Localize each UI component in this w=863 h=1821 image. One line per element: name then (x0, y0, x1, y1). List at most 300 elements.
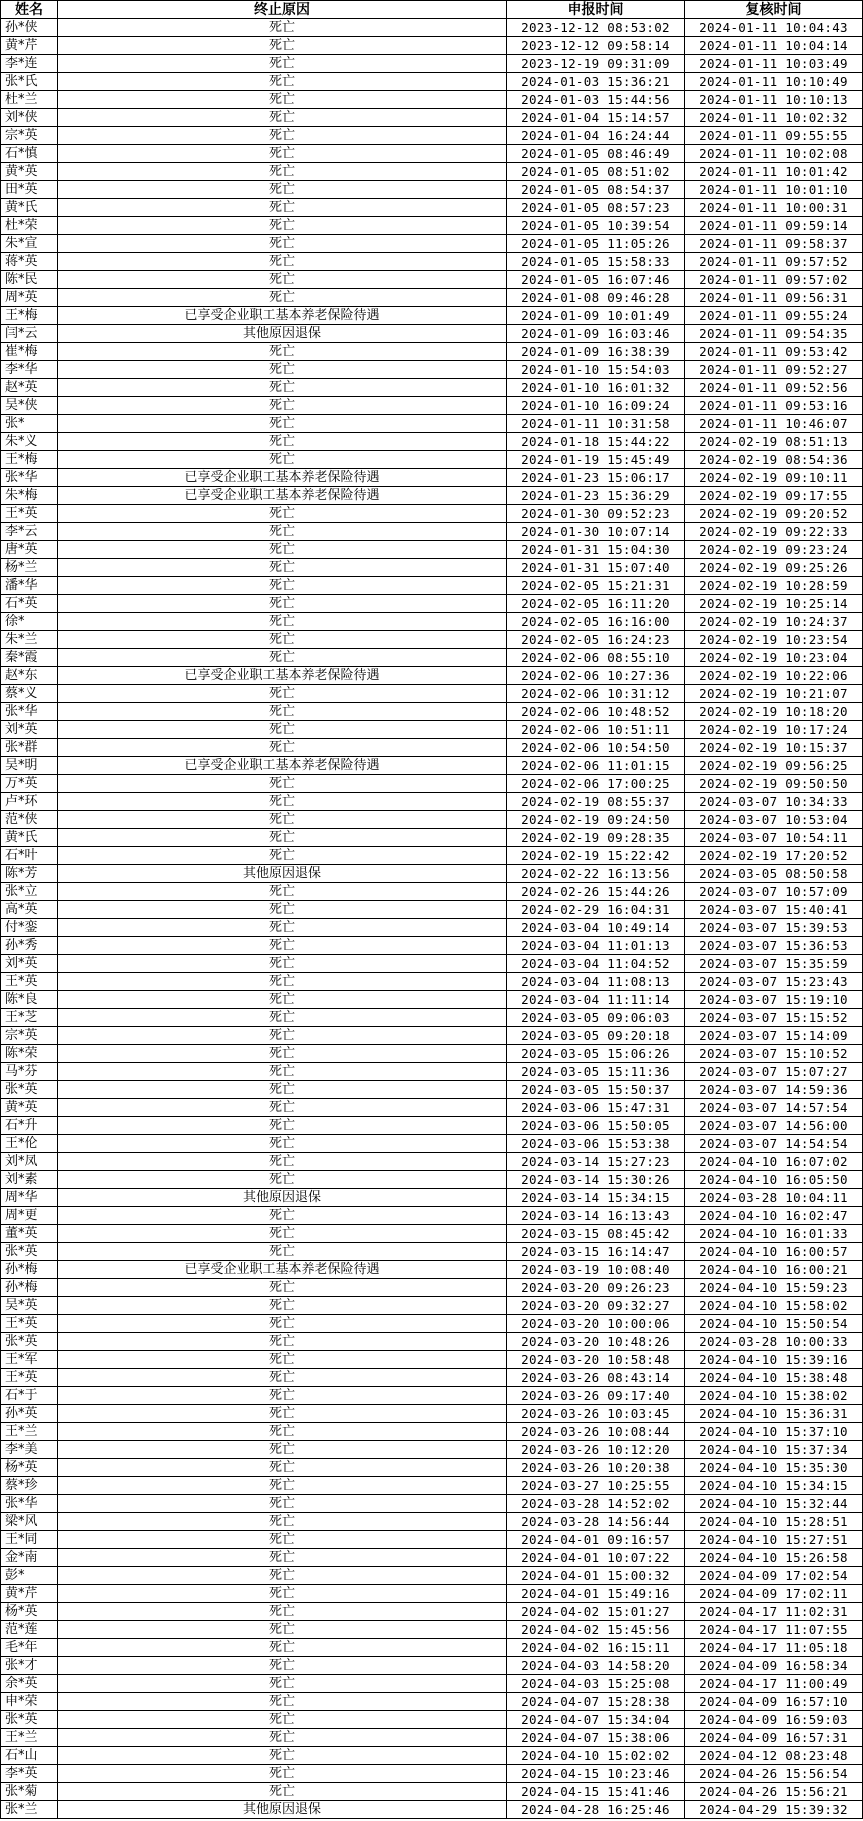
review-time-cell: 2024-01-11 10:01:10 (685, 181, 863, 199)
table-row[interactable] (1, 703, 863, 721)
table-row[interactable] (1, 1423, 863, 1441)
reason-cell: 死亡 (58, 847, 507, 865)
review-time-cell: 2024-02-19 09:20:52 (685, 505, 863, 523)
reason-cell: 死亡 (58, 181, 507, 199)
report-time-cell: 2024-03-20 10:58:48 (507, 1351, 685, 1369)
table-row[interactable] (1, 1207, 863, 1225)
review-time-cell: 2024-02-19 09:23:24 (685, 541, 863, 559)
table-row[interactable] (1, 1495, 863, 1513)
table-row[interactable] (1, 325, 863, 343)
review-time-cell: 2024-04-29 15:39:32 (685, 1801, 863, 1819)
reason-cell: 死亡 (58, 1297, 507, 1315)
review-time-cell: 2024-01-11 09:58:37 (685, 235, 863, 253)
name-cell: 吴*英 (1, 1297, 58, 1315)
report-time-cell: 2024-03-04 11:01:13 (507, 937, 685, 955)
table-row[interactable] (1, 919, 863, 937)
review-time-cell: 2024-01-11 09:54:35 (685, 325, 863, 343)
table-row[interactable] (1, 415, 863, 433)
review-time-cell: 2024-02-19 17:20:52 (685, 847, 863, 865)
table-row[interactable] (1, 19, 863, 37)
table-row[interactable] (1, 1387, 863, 1405)
reason-cell: 死亡 (58, 739, 507, 757)
table-row[interactable] (1, 1675, 863, 1693)
table-row[interactable] (1, 1045, 863, 1063)
name-cell: 黄*氏 (1, 199, 58, 217)
report-time-cell: 2024-03-06 15:47:31 (507, 1099, 685, 1117)
report-time-cell: 2024-01-31 15:04:30 (507, 541, 685, 559)
table-row[interactable] (1, 667, 863, 685)
review-time-cell: 2024-03-07 15:19:10 (685, 991, 863, 1009)
report-time-cell: 2024-04-07 15:34:04 (507, 1711, 685, 1729)
review-time-cell: 2024-04-10 15:37:34 (685, 1441, 863, 1459)
reason-cell: 死亡 (58, 937, 507, 955)
table-row[interactable] (1, 181, 863, 199)
table-row[interactable] (1, 1585, 863, 1603)
column-header-name[interactable]: 姓名 (1, 1, 58, 19)
review-time-cell: 2024-01-11 10:04:43 (685, 19, 863, 37)
table-row[interactable] (1, 1567, 863, 1585)
name-cell: 崔*梅 (1, 343, 58, 361)
review-time-cell: 2024-04-10 15:39:16 (685, 1351, 863, 1369)
reason-cell: 死亡 (58, 1675, 507, 1693)
reason-cell: 死亡 (58, 253, 507, 271)
table-row[interactable] (1, 1333, 863, 1351)
column-header-review-time[interactable]: 复核时间 (685, 1, 863, 19)
table-row[interactable] (1, 649, 863, 667)
reason-cell: 已享受企业职工基本养老保险待遇 (58, 487, 507, 505)
table-row[interactable] (1, 1027, 863, 1045)
reason-cell: 死亡 (58, 271, 507, 289)
name-cell: 张*英 (1, 1243, 58, 1261)
reason-cell: 死亡 (58, 1153, 507, 1171)
name-cell: 石*山 (1, 1747, 58, 1765)
name-cell: 彭* (1, 1567, 58, 1585)
table-row[interactable] (1, 1801, 863, 1819)
reason-cell: 死亡 (58, 37, 507, 55)
report-time-cell: 2024-03-19 10:08:40 (507, 1261, 685, 1279)
report-time-cell: 2024-03-14 15:30:26 (507, 1171, 685, 1189)
reason-cell: 死亡 (58, 523, 507, 541)
name-cell: 万*英 (1, 775, 58, 793)
table-row[interactable] (1, 1729, 863, 1747)
table-row[interactable] (1, 361, 863, 379)
table-row[interactable] (1, 1477, 863, 1495)
name-cell: 黄*英 (1, 163, 58, 181)
table-row[interactable] (1, 523, 863, 541)
reason-cell: 死亡 (58, 451, 507, 469)
reason-cell: 死亡 (58, 703, 507, 721)
reason-cell: 死亡 (58, 55, 507, 73)
table-row[interactable] (1, 55, 863, 73)
review-time-cell: 2024-01-11 10:03:49 (685, 55, 863, 73)
table-row[interactable] (1, 1747, 863, 1765)
table-row[interactable] (1, 433, 863, 451)
table-row[interactable] (1, 1117, 863, 1135)
table-row[interactable] (1, 127, 863, 145)
table-row[interactable] (1, 1603, 863, 1621)
reason-cell: 死亡 (58, 1441, 507, 1459)
name-cell: 张*菊 (1, 1783, 58, 1801)
name-cell: 赵*东 (1, 667, 58, 685)
name-cell: 石*慎 (1, 145, 58, 163)
table-row[interactable] (1, 1063, 863, 1081)
review-time-cell: 2024-04-26 15:56:21 (685, 1783, 863, 1801)
reason-cell: 死亡 (58, 1171, 507, 1189)
reason-cell: 死亡 (58, 775, 507, 793)
name-cell: 张*兰 (1, 1801, 58, 1819)
report-time-cell: 2024-02-05 16:11:20 (507, 595, 685, 613)
table-row[interactable] (1, 955, 863, 973)
table-row[interactable] (1, 145, 863, 163)
reason-cell: 死亡 (58, 1225, 507, 1243)
review-time-cell: 2024-03-07 15:36:53 (685, 937, 863, 955)
report-time-cell: 2024-03-06 15:50:05 (507, 1117, 685, 1135)
table-row[interactable] (1, 1297, 863, 1315)
name-cell: 石*叶 (1, 847, 58, 865)
table-row[interactable] (1, 775, 863, 793)
name-cell: 李*英 (1, 1765, 58, 1783)
name-cell: 蔡*义 (1, 685, 58, 703)
review-time-cell: 2024-04-10 16:05:50 (685, 1171, 863, 1189)
reason-cell: 死亡 (58, 1459, 507, 1477)
reason-cell: 死亡 (58, 577, 507, 595)
name-cell: 王*英 (1, 973, 58, 991)
name-cell: 张*华 (1, 703, 58, 721)
name-cell: 李*华 (1, 361, 58, 379)
table-row[interactable] (1, 487, 863, 505)
name-cell: 孙*梅 (1, 1279, 58, 1297)
review-time-cell: 2024-01-11 09:57:02 (685, 271, 863, 289)
review-time-cell: 2024-04-09 16:57:31 (685, 1729, 863, 1747)
table-row[interactable] (1, 253, 863, 271)
report-time-cell: 2024-01-05 08:57:23 (507, 199, 685, 217)
report-time-cell: 2024-01-05 08:46:49 (507, 145, 685, 163)
table-row[interactable] (1, 793, 863, 811)
table-row[interactable] (1, 1225, 863, 1243)
report-time-cell: 2024-03-05 15:06:26 (507, 1045, 685, 1063)
review-time-cell: 2024-04-09 17:02:54 (685, 1567, 863, 1585)
table-row[interactable] (1, 1513, 863, 1531)
report-time-cell: 2024-03-15 16:14:47 (507, 1243, 685, 1261)
reason-cell: 死亡 (58, 991, 507, 1009)
name-cell: 王*同 (1, 1531, 58, 1549)
table-row[interactable] (1, 1135, 863, 1153)
table-row[interactable] (1, 631, 863, 649)
reason-cell: 其他原因退保 (58, 1189, 507, 1207)
name-cell: 秦*霞 (1, 649, 58, 667)
reason-cell: 已享受企业职工基本养老保险待遇 (58, 469, 507, 487)
report-time-cell: 2024-03-14 16:13:43 (507, 1207, 685, 1225)
report-time-cell: 2024-02-06 10:48:52 (507, 703, 685, 721)
report-time-cell: 2024-04-01 15:49:16 (507, 1585, 685, 1603)
review-time-cell: 2024-04-10 16:07:02 (685, 1153, 863, 1171)
name-cell: 王*英 (1, 1369, 58, 1387)
name-cell: 吴*明 (1, 757, 58, 775)
table-row[interactable] (1, 1621, 863, 1639)
reason-cell: 死亡 (58, 1063, 507, 1081)
name-cell: 董*英 (1, 1225, 58, 1243)
table-row[interactable] (1, 577, 863, 595)
table-row[interactable] (1, 1639, 863, 1657)
table-row[interactable] (1, 811, 863, 829)
report-time-cell: 2024-03-26 10:08:44 (507, 1423, 685, 1441)
column-header-reason[interactable]: 终止原因 (58, 1, 507, 19)
report-time-cell: 2024-03-05 09:06:03 (507, 1009, 685, 1027)
name-cell: 杜*兰 (1, 91, 58, 109)
review-time-cell: 2024-01-11 10:02:32 (685, 109, 863, 127)
table-row[interactable] (1, 469, 863, 487)
report-time-cell: 2024-03-04 11:08:13 (507, 973, 685, 991)
table-row[interactable] (1, 307, 863, 325)
name-cell: 金*南 (1, 1549, 58, 1567)
report-time-cell: 2024-01-31 15:07:40 (507, 559, 685, 577)
report-time-cell: 2024-02-29 16:04:31 (507, 901, 685, 919)
reason-cell: 死亡 (58, 235, 507, 253)
review-time-cell: 2024-01-11 10:04:14 (685, 37, 863, 55)
table-row[interactable] (1, 505, 863, 523)
review-time-cell: 2024-04-10 16:00:57 (685, 1243, 863, 1261)
report-time-cell: 2024-01-08 09:46:28 (507, 289, 685, 307)
name-cell: 余*英 (1, 1675, 58, 1693)
review-time-cell: 2024-02-19 10:15:37 (685, 739, 863, 757)
review-time-cell: 2024-03-07 10:34:33 (685, 793, 863, 811)
review-time-cell: 2024-04-10 16:02:47 (685, 1207, 863, 1225)
report-time-cell: 2024-03-26 10:12:20 (507, 1441, 685, 1459)
table-row[interactable] (1, 1369, 863, 1387)
table-row[interactable] (1, 739, 863, 757)
table-row[interactable] (1, 829, 863, 847)
name-cell: 孙*英 (1, 1405, 58, 1423)
report-time-cell: 2024-02-22 16:13:56 (507, 865, 685, 883)
table-row[interactable] (1, 379, 863, 397)
reason-cell: 死亡 (58, 289, 507, 307)
reason-cell: 死亡 (58, 19, 507, 37)
table-row[interactable] (1, 901, 863, 919)
review-time-cell: 2024-02-19 10:23:54 (685, 631, 863, 649)
report-time-cell: 2024-01-23 15:36:29 (507, 487, 685, 505)
table-row[interactable] (1, 721, 863, 739)
name-cell: 孙*梅 (1, 1261, 58, 1279)
table-row[interactable] (1, 1693, 863, 1711)
table-row[interactable] (1, 685, 863, 703)
table-row[interactable] (1, 1261, 863, 1279)
table-row[interactable] (1, 1081, 863, 1099)
report-time-cell: 2024-01-05 11:05:26 (507, 235, 685, 253)
table-row[interactable] (1, 199, 863, 217)
reason-cell: 死亡 (58, 91, 507, 109)
name-cell: 王*梅 (1, 307, 58, 325)
name-cell: 石*英 (1, 595, 58, 613)
name-cell: 刘*英 (1, 955, 58, 973)
reason-cell: 死亡 (58, 613, 507, 631)
review-time-cell: 2024-04-10 16:00:21 (685, 1261, 863, 1279)
report-time-cell: 2024-01-09 10:01:49 (507, 307, 685, 325)
reason-cell: 死亡 (58, 1693, 507, 1711)
table-row[interactable] (1, 1171, 863, 1189)
table-row[interactable] (1, 1711, 863, 1729)
reason-cell: 死亡 (58, 1135, 507, 1153)
table-row[interactable] (1, 973, 863, 991)
reason-cell: 死亡 (58, 361, 507, 379)
reason-cell: 死亡 (58, 199, 507, 217)
review-time-cell: 2024-03-28 10:04:11 (685, 1189, 863, 1207)
report-time-cell: 2024-03-28 14:52:02 (507, 1495, 685, 1513)
table-row[interactable] (1, 1441, 863, 1459)
table-row[interactable] (1, 235, 863, 253)
name-cell: 李*连 (1, 55, 58, 73)
reason-cell: 死亡 (58, 955, 507, 973)
table-row[interactable] (1, 217, 863, 235)
table-row[interactable] (1, 1189, 863, 1207)
report-time-cell: 2024-03-06 15:53:38 (507, 1135, 685, 1153)
table-row[interactable] (1, 109, 863, 127)
table-row[interactable] (1, 91, 863, 109)
report-time-cell: 2024-01-10 16:09:24 (507, 397, 685, 415)
report-time-cell: 2024-04-02 15:45:56 (507, 1621, 685, 1639)
table-row[interactable] (1, 1531, 863, 1549)
name-cell: 范*莲 (1, 1621, 58, 1639)
name-cell: 张*才 (1, 1657, 58, 1675)
table-row[interactable] (1, 1351, 863, 1369)
name-cell: 宗*英 (1, 127, 58, 145)
table-row[interactable] (1, 1765, 863, 1783)
review-time-cell: 2024-01-11 10:00:31 (685, 199, 863, 217)
review-time-cell: 2024-03-07 15:15:52 (685, 1009, 863, 1027)
name-cell: 王*英 (1, 505, 58, 523)
reason-cell: 死亡 (58, 1045, 507, 1063)
review-time-cell: 2024-02-19 09:22:33 (685, 523, 863, 541)
review-time-cell: 2024-03-07 10:57:09 (685, 883, 863, 901)
report-time-cell: 2024-01-18 15:44:22 (507, 433, 685, 451)
table-row[interactable] (1, 289, 863, 307)
table-row[interactable] (1, 595, 863, 613)
reason-cell: 死亡 (58, 973, 507, 991)
review-time-cell: 2024-04-09 16:57:10 (685, 1693, 863, 1711)
reason-cell: 死亡 (58, 1621, 507, 1639)
table-row[interactable] (1, 37, 863, 55)
report-time-cell: 2024-04-03 14:58:20 (507, 1657, 685, 1675)
report-time-cell: 2024-02-06 08:55:10 (507, 649, 685, 667)
report-time-cell: 2024-03-26 10:20:38 (507, 1459, 685, 1477)
review-time-cell: 2024-03-07 15:39:53 (685, 919, 863, 937)
review-time-cell: 2024-02-19 10:23:04 (685, 649, 863, 667)
table-row[interactable] (1, 1009, 863, 1027)
name-cell: 唐*英 (1, 541, 58, 559)
report-time-cell: 2024-03-26 10:03:45 (507, 1405, 685, 1423)
table-row[interactable] (1, 451, 863, 469)
table-row[interactable] (1, 271, 863, 289)
name-cell: 王*梅 (1, 451, 58, 469)
table-row[interactable] (1, 343, 863, 361)
report-time-cell: 2024-02-26 15:44:26 (507, 883, 685, 901)
review-time-cell: 2024-04-17 11:02:31 (685, 1603, 863, 1621)
name-cell: 杨*兰 (1, 559, 58, 577)
reason-cell: 已享受企业职工基本养老保险待遇 (58, 667, 507, 685)
table-row[interactable] (1, 613, 863, 631)
report-time-cell: 2024-02-06 17:00:25 (507, 775, 685, 793)
table-row[interactable] (1, 559, 863, 577)
table-row[interactable] (1, 937, 863, 955)
review-time-cell: 2024-04-17 11:00:49 (685, 1675, 863, 1693)
reason-cell: 死亡 (58, 163, 507, 181)
table-row[interactable] (1, 847, 863, 865)
table-row[interactable] (1, 757, 863, 775)
review-time-cell: 2024-04-10 15:35:30 (685, 1459, 863, 1477)
report-time-cell: 2024-03-05 09:20:18 (507, 1027, 685, 1045)
report-time-cell: 2024-01-30 10:07:14 (507, 523, 685, 541)
table-row[interactable] (1, 541, 863, 559)
reason-cell: 已享受企业职工基本养老保险待遇 (58, 1261, 507, 1279)
reason-cell: 死亡 (58, 1333, 507, 1351)
report-time-cell: 2023-12-12 09:58:14 (507, 37, 685, 55)
report-time-cell: 2024-04-07 15:38:06 (507, 1729, 685, 1747)
report-time-cell: 2024-03-20 09:32:27 (507, 1297, 685, 1315)
table-row[interactable] (1, 397, 863, 415)
report-time-cell: 2024-02-06 10:31:12 (507, 685, 685, 703)
reason-cell: 死亡 (58, 541, 507, 559)
review-time-cell: 2024-02-19 10:21:07 (685, 685, 863, 703)
table-row[interactable] (1, 1549, 863, 1567)
table-row[interactable] (1, 1153, 863, 1171)
table-row[interactable] (1, 1315, 863, 1333)
review-time-cell: 2024-02-19 10:18:20 (685, 703, 863, 721)
name-cell: 杨*英 (1, 1459, 58, 1477)
reason-cell: 死亡 (58, 73, 507, 91)
reason-cell: 已享受企业职工基本养老保险待遇 (58, 757, 507, 775)
report-time-cell: 2024-01-10 15:54:03 (507, 361, 685, 379)
table-row[interactable] (1, 1783, 863, 1801)
reason-cell: 死亡 (58, 1747, 507, 1765)
table-row[interactable] (1, 1279, 863, 1297)
report-time-cell: 2024-03-14 15:34:15 (507, 1189, 685, 1207)
table-row[interactable] (1, 1459, 863, 1477)
table-row[interactable] (1, 1243, 863, 1261)
report-time-cell: 2024-03-05 15:50:37 (507, 1081, 685, 1099)
review-time-cell: 2024-02-19 09:50:50 (685, 775, 863, 793)
reason-cell: 死亡 (58, 1495, 507, 1513)
table-row[interactable] (1, 865, 863, 883)
name-cell: 李*美 (1, 1441, 58, 1459)
report-time-cell: 2024-04-01 15:00:32 (507, 1567, 685, 1585)
table-row[interactable] (1, 73, 863, 91)
report-time-cell: 2024-01-04 15:14:57 (507, 109, 685, 127)
reason-cell: 其他原因退保 (58, 865, 507, 883)
name-cell: 张*英 (1, 1711, 58, 1729)
name-cell: 张*英 (1, 1081, 58, 1099)
table-row[interactable] (1, 991, 863, 1009)
review-time-cell: 2024-01-11 09:52:56 (685, 379, 863, 397)
reason-cell: 死亡 (58, 1711, 507, 1729)
reason-cell: 死亡 (58, 793, 507, 811)
column-header-report-time[interactable]: 申报时间 (507, 1, 685, 19)
table-row[interactable] (1, 1657, 863, 1675)
review-time-cell: 2024-01-11 09:55:55 (685, 127, 863, 145)
name-cell: 马*芬 (1, 1063, 58, 1081)
review-time-cell: 2024-02-19 10:28:59 (685, 577, 863, 595)
reason-cell: 死亡 (58, 1243, 507, 1261)
table-row[interactable] (1, 163, 863, 181)
name-cell: 周*华 (1, 1189, 58, 1207)
table-row[interactable] (1, 883, 863, 901)
reason-cell: 死亡 (58, 379, 507, 397)
review-time-cell: 2024-02-19 10:24:37 (685, 613, 863, 631)
table-row[interactable] (1, 1099, 863, 1117)
report-time-cell: 2024-01-03 15:36:21 (507, 73, 685, 91)
name-cell: 张*氏 (1, 73, 58, 91)
review-time-cell: 2024-01-11 09:53:16 (685, 397, 863, 415)
reason-cell: 死亡 (58, 559, 507, 577)
table-row[interactable] (1, 1405, 863, 1423)
